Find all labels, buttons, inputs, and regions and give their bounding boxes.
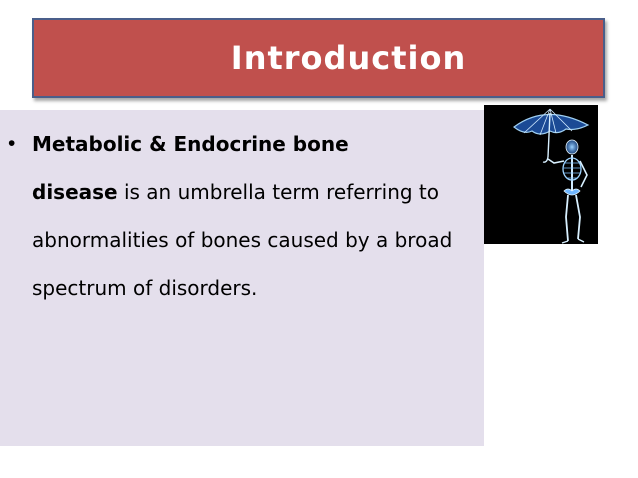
bold-lead-1: Metabolic & Endocrine bone [32, 132, 349, 156]
title-banner [32, 18, 605, 98]
bullet-marker: • [8, 132, 16, 155]
bullet-text [32, 120, 476, 312]
bullet-item [8, 124, 478, 312]
bullet-body: is an umbrella term referring to abnormalities of bones caused by a broad spectrum of disorders. [32, 180, 453, 300]
skeleton-umbrella-icon [484, 105, 598, 244]
skeleton-umbrella-image [484, 105, 598, 244]
slide-title: Introduction [230, 39, 467, 77]
bold-lead-2: disease [32, 180, 118, 204]
